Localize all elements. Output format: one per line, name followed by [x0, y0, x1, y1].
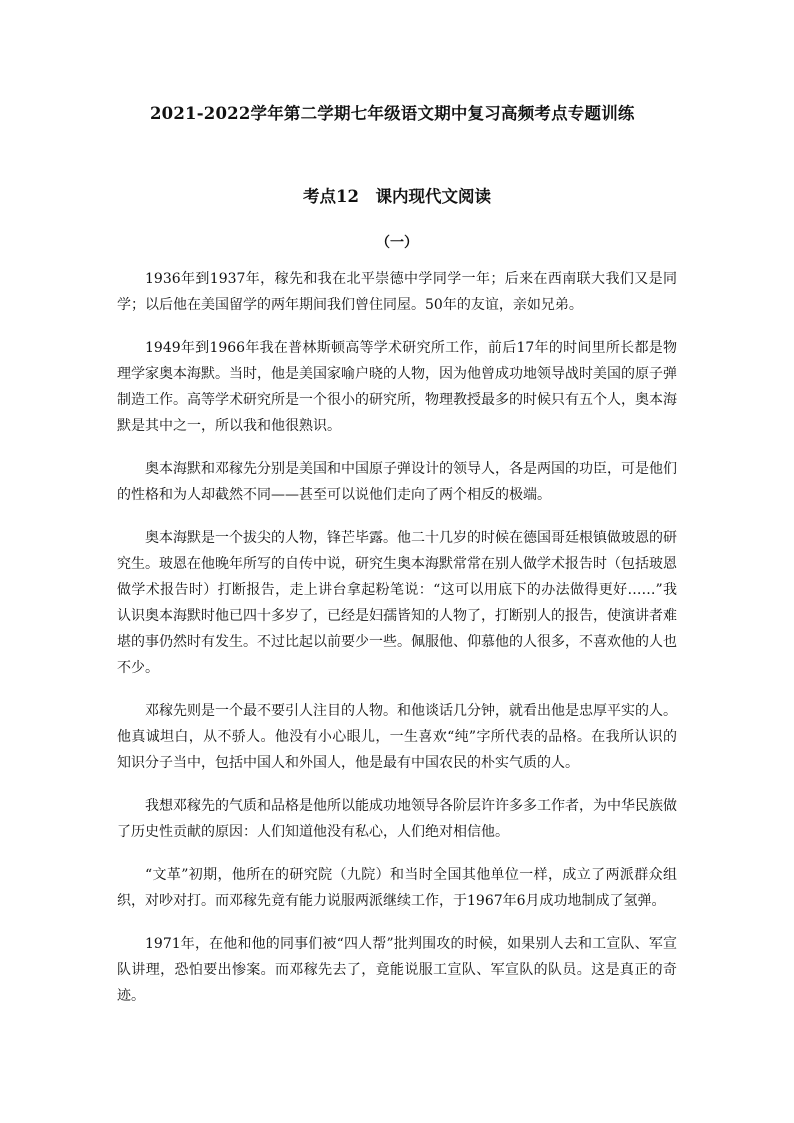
paragraph: 我想邓稼先的气质和品格是他所以能成功地领导各阶层许许多多工作者，为中华民族做了历史性贡献的原因：人们知道他没有私心，人们绝对相信他。	[117, 798, 677, 840]
section-heading: （一）	[376, 235, 418, 251]
paragraph: 1949年到1966年我在普林斯顿高等学术研究所工作，前后17年的时间里所长都是物理学家奥本海默。当时，他是美国家喻户晓的人物，因为他曾成功地领导战时美国的原子弹制造工作。高等学术研究所是一个很小的研究所，物理教授最多的时候只有五个人，奥本海默是其中之一，所以我和他很熟识。	[117, 340, 677, 434]
document-subtitle: 考点12 课内现代文阅读	[303, 187, 491, 206]
paragraph: “文革”初期，他所在的研究院（九院）和当时全国其他单位一样，成立了两派群众组织，对吵对打。而邓稼先竟有能力说服两派继续工作，于1967年6月成功地制成了氢弹。	[117, 867, 677, 909]
reading-passage	[117, 266, 677, 1026]
paragraph: 奥本海默和邓稼先分别是美国和中国原子弹设计的领导人，各是两国的功臣，可是他们的性格和为人却截然不同——甚至可以说他们走向了两个相反的极端。	[117, 461, 677, 503]
paragraph: 1971年，在他和他的同事们被“四人帮”批判围攻的时候，如果别人去和工宣队、军宣队讲理，恐怕要出惨案。而邓稼先去了，竟能说服工宣队、军宣队的队员。这是真正的奇迹。	[117, 936, 677, 1004]
paragraph: 邓稼先则是一个最不要引人注目的人物。和他谈话几分钟，就看出他是忠厚平实的人。他真诚坦白，从不骄人。他没有小心眼儿，一生喜欢“纯”字所代表的品格。在我所认识的知识分子当中，包括中国人和外国人，他是最有中国农民的朴实气质的人。	[117, 703, 677, 771]
document-title: 2021-2022学年第二学期七年级语文期中复习高频考点专题训练	[150, 104, 635, 123]
paragraph: 1936年到1937年，稼先和我在北平崇德中学同学一年；后来在西南联大我们又是同学；以后他在美国留学的两年期间我们曾住同屋。50年的友谊，亲如兄弟。	[117, 271, 677, 313]
paragraph: 奥本海默是一个拔尖的人物，锋芒毕露。他二十几岁的时候在德国哥廷根镇做玻恩的研究生。玻恩在他晚年所写的自传中说，研究生奥本海默常常在别人做学术报告时（包括玻恩做学术报告时）打断报告，走上讲台拿起粉笔说：“这可以用底下的办法做得更好……”我认识奥本海默时他已四十多岁了，已经是妇孺皆知的人物了，打断别人的报告，使演讲者难堪的事仍然时有发生。不过比起以前要少一些。佩服他、仰慕他的人很多，不喜欢他的人也不少。	[117, 530, 677, 676]
